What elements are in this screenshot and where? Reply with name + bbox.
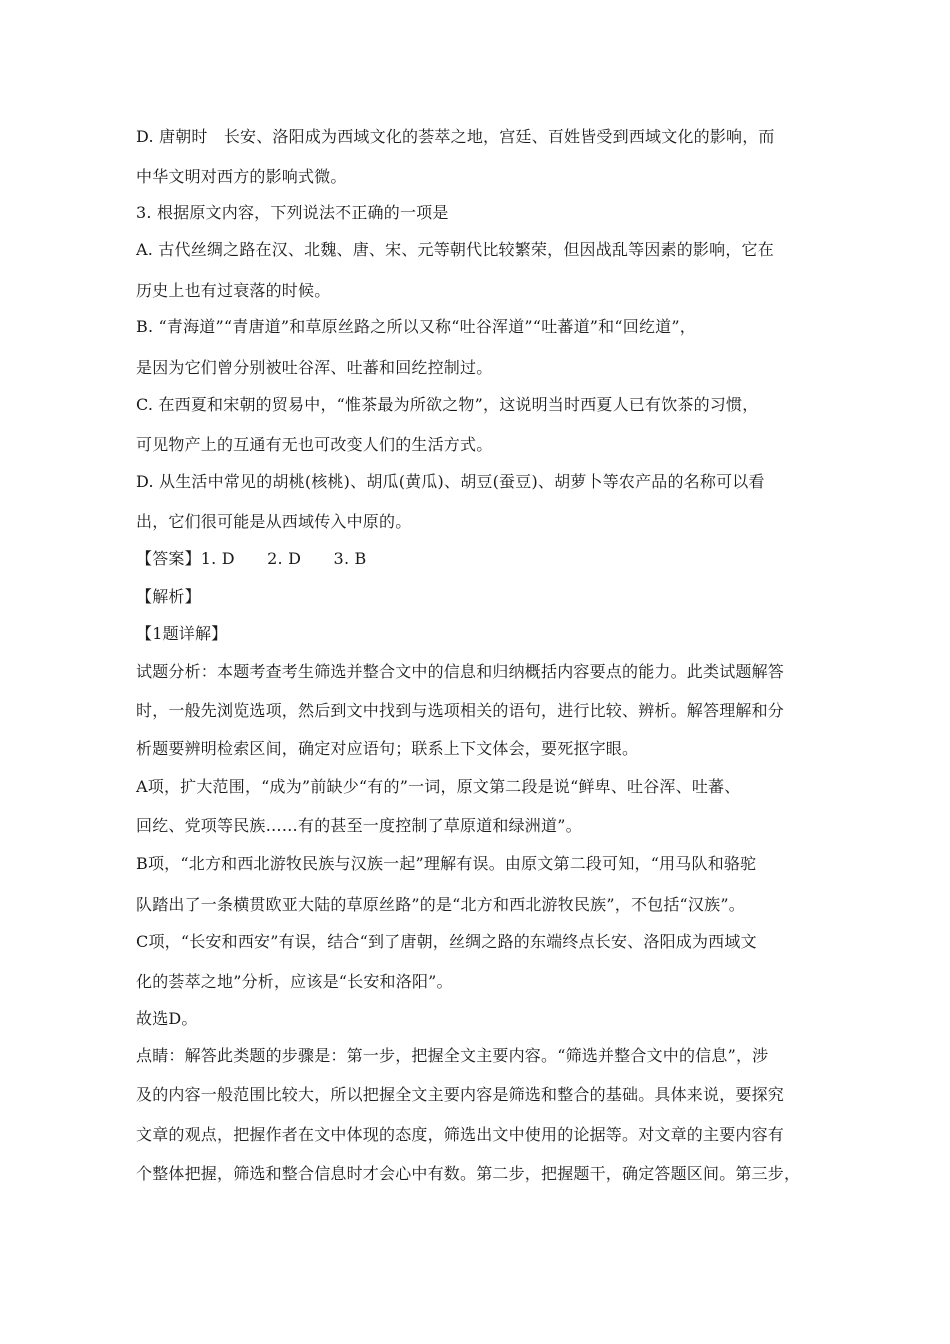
analysis-heading: 【解析】 (136, 587, 201, 606)
option-d2-line-2: 出，它们很可能是从西域传入中原的。 (136, 512, 412, 531)
choose-d-line: 故选D。 (136, 1009, 198, 1028)
analysis-line-2: 时，一般先浏览选项，然后到文中找到与选项相关的语句，进行比较、辨析。解答理解和分 (136, 701, 785, 720)
option-d2-line-1: D. 从生活中常见的胡桃(核桃)、胡瓜(黄瓜)、胡豆(蚕豆)、胡萝卜等农产品的名称可以看 (136, 472, 765, 491)
note-line-3: 文章的观点，把握作者在文中体现的态度，筛选出文中使用的论据等。对文章的主要内容有 (136, 1125, 785, 1144)
option-a-line-2: 历史上也有过衰落的时候。 (136, 281, 331, 300)
option-d-line-1: D. 唐朝时 长安、洛阳成为西域文化的荟萃之地，宫廷、百姓皆受到西域文化的影响，而 (136, 127, 775, 146)
note-line-4: 个整体把握，筛选和整合信息时才会心中有数。第二步，把握题干，确定答题区间。第三步， (136, 1164, 801, 1183)
option-a-line-1: A. 古代丝绸之路在汉、北魏、唐、宋、元等朝代比较繁荣，但因战乱等因素的影响，它在 (136, 240, 774, 259)
q1-detail-heading: 【1题详解】 (136, 624, 228, 643)
option-c-line-2: 可见物产上的互通有无也可改变人们的生活方式。 (136, 435, 493, 454)
item-b-line-2: 队踏出了一条横贯欧亚大陆的草原丝路”的是“北方和西北游牧民族”，不包括“汉族”。 (136, 895, 745, 914)
item-a-line-1: A项，扩大范围，“成为”前缺少“有的”一词，原文第二段是说“鲜卑、吐谷浑、吐蕃、 (136, 777, 741, 796)
note-line-2: 及的内容一般范围比较大，所以把握全文主要内容是筛选和整合的基础。具体来说，要探究 (136, 1085, 785, 1104)
note-line-1: 点睛：解答此类题的步骤是：第一步，把握全文主要内容。“筛选并整合文中的信息”，涉 (136, 1046, 769, 1065)
option-b-line-1: B. “青海道”“青唐道”和草原丝路之所以又称“吐谷浑道”“吐蕃道”和“回纥道”， (136, 317, 696, 336)
option-d-line-2: 中华文明对西方的影响式微。 (136, 167, 347, 186)
item-c-line-2: 化的荟萃之地”分析，应该是“长安和洛阳”。 (136, 972, 453, 991)
option-c-line-1: C. 在西夏和宋朝的贸易中，“惟茶最为所欲之物”，这说明当时西夏人已有饮茶的习惯， (136, 395, 759, 414)
item-a-line-2: 回纥、党项等民族……有的甚至一度控制了草原道和绿洲道”。 (136, 816, 582, 835)
analysis-line-1: 试题分析：本题考查考生筛选并整合文中的信息和归纳概括内容要点的能力。此类试题解答 (136, 662, 785, 681)
option-b-line-2: 是因为它们曾分别被吐谷浑、吐蕃和回纥控制过。 (136, 358, 493, 377)
item-b-line-1: B项，“北方和西北游牧民族与汉族一起”理解有误。由原文第二段可知，“用马队和骆驼 (136, 854, 757, 873)
question-3-stem: 3. 根据原文内容，下列说法不正确的一项是 (136, 203, 449, 222)
answer-line: 【答案】1. D 2. D 3. B (136, 549, 367, 568)
analysis-line-3: 析题要辨明检索区间，确定对应语句；联系上下文体会，要死抠字眼。 (136, 739, 639, 758)
item-c-line-1: C项，“长安和西安”有误，结合“到了唐朝，丝绸之路的东端终点长安、洛阳成为西域文 (136, 932, 757, 951)
